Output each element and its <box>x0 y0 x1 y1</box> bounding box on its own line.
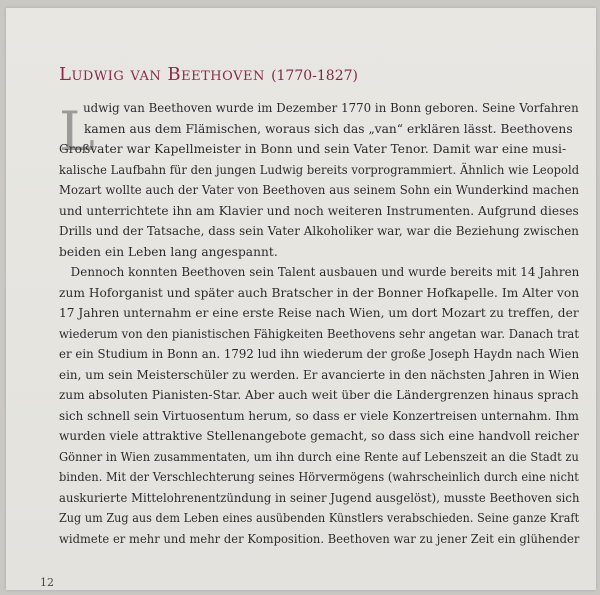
text-line: und unterrichtete ihn am Klavier und noch weiteren Instrumenten. Aufgrund dieses <box>59 203 579 218</box>
text-line: sich schnell sein Virtuosentum herum, so dass er viele Konzertreisen unternahm. Ihm <box>59 408 579 423</box>
book-page <box>6 8 596 590</box>
heading-years: (1770-1827) <box>271 68 358 84</box>
text-line: zum absoluten Pianisten-Star. Aber auch weit über die Ländergrenzen hinaus sprach <box>59 388 579 402</box>
chapter-heading <box>59 64 358 85</box>
text-line: kamen aus dem Flämischen, woraus sich das „van“ erklären lässt. Beethovens <box>84 121 573 136</box>
text-line: Gönner in Wien zusammentaten, um ihn durch eine Rente auf Lebenszeit an die Stadt zu <box>59 449 579 464</box>
text-line: kalische Laufbahn für den jungen Ludwig bereits vorprogrammiert. Ähnlich wie Leopold <box>59 162 580 177</box>
drop-cap-letter: L <box>59 100 95 163</box>
text-line: binden. Mit der Verschlechterung seines Hörvermögens (wahrscheinlich durch eine nicht <box>59 470 579 484</box>
text-line: Drills und der Tatsache, dass sein Vater Alkoholiker war, war die Beziehung zwischen <box>59 224 580 238</box>
text-line: er ein Studium in Bonn an. 1792 lud ihn wiederum der große Joseph Haydn nach Wien <box>59 347 580 361</box>
text-line: widmete er mehr und mehr der Komposition. Beethoven war zu jener Zeit ein glühender <box>59 531 580 546</box>
text-line: Dennoch konnten Beethoven sein Talent ausbauen und wurde bereits mit 14 Jahren <box>70 265 580 279</box>
text-line: wiederum von den pianistischen Fähigkeiten Beethovens sehr angetan war. Danach trat <box>59 326 580 341</box>
text-line: Großvater war Kapellmeister in Bonn und sein Vater Tenor. Damit war eine musi- <box>59 142 567 156</box>
text-line: beiden ein Leben lang angespannt. <box>59 244 278 259</box>
text-line: 17 Jahren unternahm er eine erste Reise nach Wien, um dort Mozart zu treffen, der <box>59 306 579 320</box>
text-line: wurden viele attraktive Stellenangebote gemacht, so dass sich eine handvoll reicher <box>59 429 579 443</box>
text-line: zum Hoforganist und später auch Bratscher in der Bonner Hofkapelle. Im Alter von <box>59 285 580 300</box>
text-line: udwig van Beethoven wurde im Dezember 1770 in Bonn geboren. Seine Vorfahren <box>83 101 579 115</box>
body-text <box>59 98 579 549</box>
text-line: Mozart wollte auch der Vater von Beethoven aus seinem Sohn ein Wunderkind machen <box>59 183 580 197</box>
text-line: auskurierte Mittelohrenentzündung in seiner Jugend ausgelöst), musste Beethoven sich <box>59 490 580 505</box>
page-number: 12 <box>40 576 54 589</box>
text-line: ein, um sein Meisterschüler zu werden. Er avancierte in den nächsten Jahren in Wien <box>59 367 580 382</box>
text-line: Zug um Zug aus dem Leben eines ausübenden Künstlers verabschieden. Seine ganze Kraft <box>59 511 580 525</box>
heading-composer-name: Ludwig van Beethoven <box>59 64 265 85</box>
